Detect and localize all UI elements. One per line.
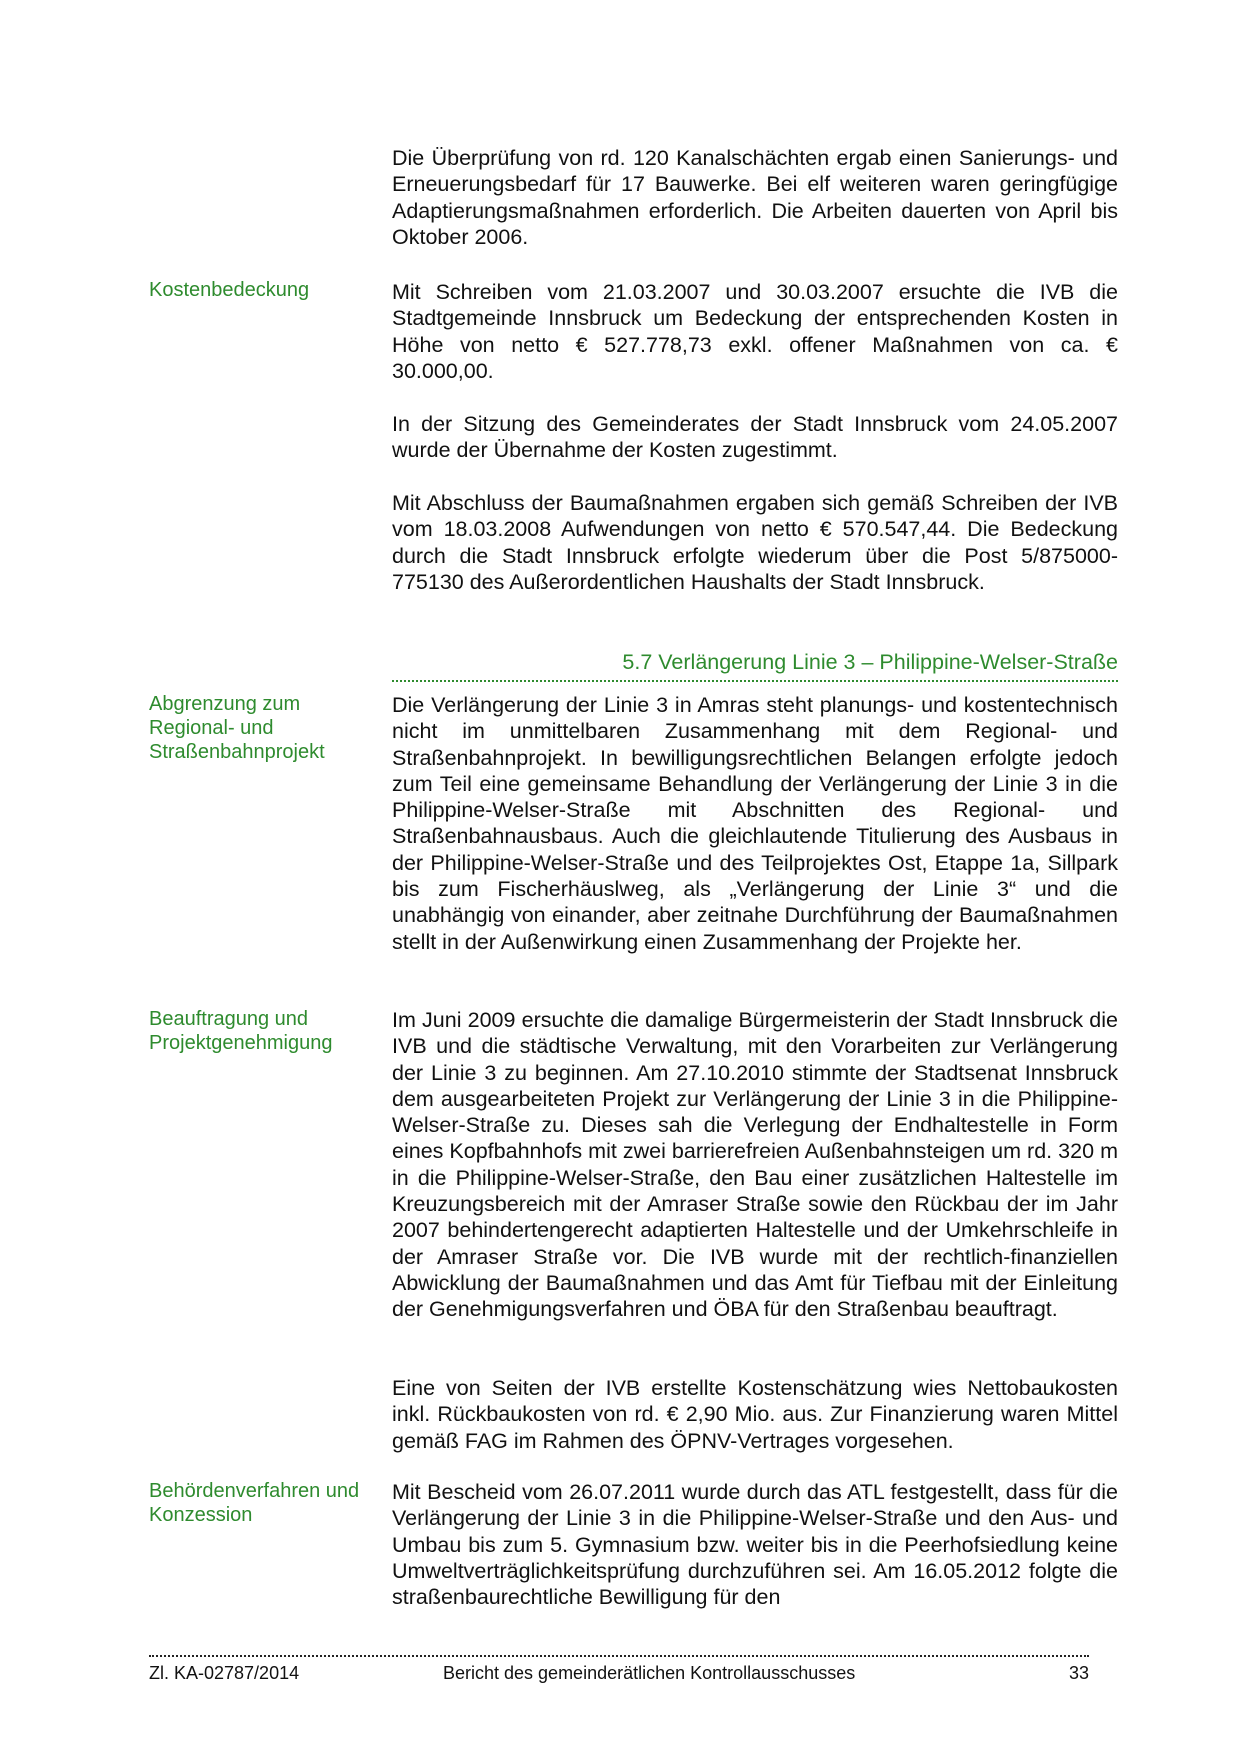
paragraph-kostenschaetzung: Eine von Seiten der IVB erstellte Kostenschätzung wies Nettobaukosten inkl. Rückbaukosten von rd. € 2,90 Mio. aus. Zur Finanzierung waren Mittel gemäß FAG im Rahmen des ÖPNV-Vertrages vorgesehen. [392,1376,1118,1453]
sidenote-behoerdenverfahren-line-1: Behördenverfahren und [149,1480,360,1502]
sidenote-abgrenzung-line-1: Abgrenzung zum [149,693,301,715]
sidenote-behoerdenverfahren [149,1479,379,1527]
sidenote-beauftragung-line-1: Beauftragung und [149,1008,309,1030]
paragraph-verlaengerung-linie-3: Die Verlängerung der Linie 3 in Amras steht planungs- und kostentechnisch nicht im unmittelbaren Zusammenhang mit dem Regional- und Straßenbahnprojekt. In bewilligungsrechtlichen Belangen erfolgte jedoch zum Teil eine gemeinsame Behandlung der Verlängerung der Linie 3 in die Philippine-Welser-Straße mit Abschnitten des Regional- und Straßenbahnausbaus. Auch die gleichlautende Titulierung des Ausbaus in der Philippine-Welser-Straße und des Teilprojektes Ost, Etappe 1a, Sillpark bis zum Fischerhäuslweg, als „Verlängerung der Linie 3“ und die unabhängig von einander, aber zeitnahe Durchführung der Baumaßnahmen stellt in der Außenwirkung einen Zusammenhang der Projekte her. [392,693,1118,954]
page-number: 33 [1068,1663,1089,1683]
sidenote-kostenbedeckung: Kostenbedeckung [149,279,310,301]
footer-reference: Zl. KA-02787/2014 [149,1663,300,1683]
sidenote-abgrenzung-line-3: Straßenbahnprojekt [149,741,325,763]
footer-rule [149,1655,1089,1657]
paragraph-bescheid: Mit Bescheid vom 26.07.2011 wurde durch das ATL festgestellt, dass für die Verlängerung der Linie 3 in die Philippine-Welser-Straße und den Aus- und Umbau bis zum 5. Gymnasium bzw. weiter bis in die Peerhofsiedlung keine Umweltverträglichkeitsprüfung durchzuführen sei. Am 16.05.2012 folgte die straßenbaurechtliche Bewilligung für den [392,1480,1118,1610]
paragraph-gemeinderat: In der Sitzung des Gemeinderates der Stadt Innsbruck vom 24.05.2007 wurde der Übernahme der Kosten zugestimmt. [392,412,1118,463]
sidenote-beauftragung-line-2: Projektgenehmigung [149,1032,333,1054]
sidenote-abgrenzung [149,692,379,764]
paragraph-projektgenehmigung: Im Juni 2009 ersuchte die damalige Bürgermeisterin der Stadt Innsbruck die IVB und die städtische Verwaltung, mit den Vorarbeiten zur Verlängerung der Linie 3 zu beginnen. Am 27.10.2010 stimmte der Stadtsenat Innsbruck dem ausgearbeiteten Projekt zur Verlängerung der Linie 3 in die Philippine-Welser-Straße zu. Dieses sah die Verlegung der Endhaltestelle in Form eines Kopfbahnhofs mit zwei barrierefreien Außenbahnsteigen um rd. 320 m in die Philippine-Welser-Straße, den Bau einer zusätzlichen Haltestelle im Kreuzungsbereich mit der Amraser Straße sowie den Rückbau der im Jahr 2007 behindertengerecht adaptierten Haltestelle und der Umkehrschleife in der Amraser Straße vor. Die IVB wurde mit der rechtlich-finanziellen Abwicklung der Baumaßnahmen und das Amt für Tiefbau mit der Einleitung der Genehmigungsverfahren und ÖBA für den Straßenbau beauftragt. [392,1008,1118,1322]
footer-title: Bericht des gemeinderätlichen Kontrollausschusses [443,1663,856,1683]
section-heading: 5.7 Verlängerung Linie 3 – Philippine-Welser-Straße [622,650,1118,674]
paragraph-kanalschaechte: Die Überprüfung von rd. 120 Kanalschächten ergab einen Sanierungs- und Erneuerungsbedarf für 17 Bauwerke. Bei elf weiteren waren geringfügige Adaptierungsmaßnahmen erforderlich. Die Arbeiten dauerten von April bis Oktober 2006. [392,146,1118,249]
sidenote-behoerdenverfahren-line-2: Konzession [149,1504,253,1526]
sidenote-abgrenzung-line-2: Regional- und [149,717,274,739]
sidenote-beauftragung [149,1007,379,1055]
paragraph-baumassnahmen-abschluss: Mit Abschluss der Baumaßnahmen ergaben sich gemäß Schreiben der IVB vom 18.03.2008 Aufwendungen von netto € 570.547,44. Die Bedeckung durch die Stadt Innsbruck erfolgte wiederum über die Post 5/875000-775130 des Außerordentlichen Haushalts der Stadt Innsbruck. [392,491,1118,594]
paragraph-kostenersuchen: Mit Schreiben vom 21.03.2007 und 30.03.2007 ersuchte die IVB die Stadtgemeinde Innsbruck um Bedeckung der entsprechenden Kosten in Höhe von netto € 527.778,73 exkl. offener Maßnahmen von ca. € 30.000,00. [392,280,1118,383]
section-heading-rule [392,680,1118,682]
